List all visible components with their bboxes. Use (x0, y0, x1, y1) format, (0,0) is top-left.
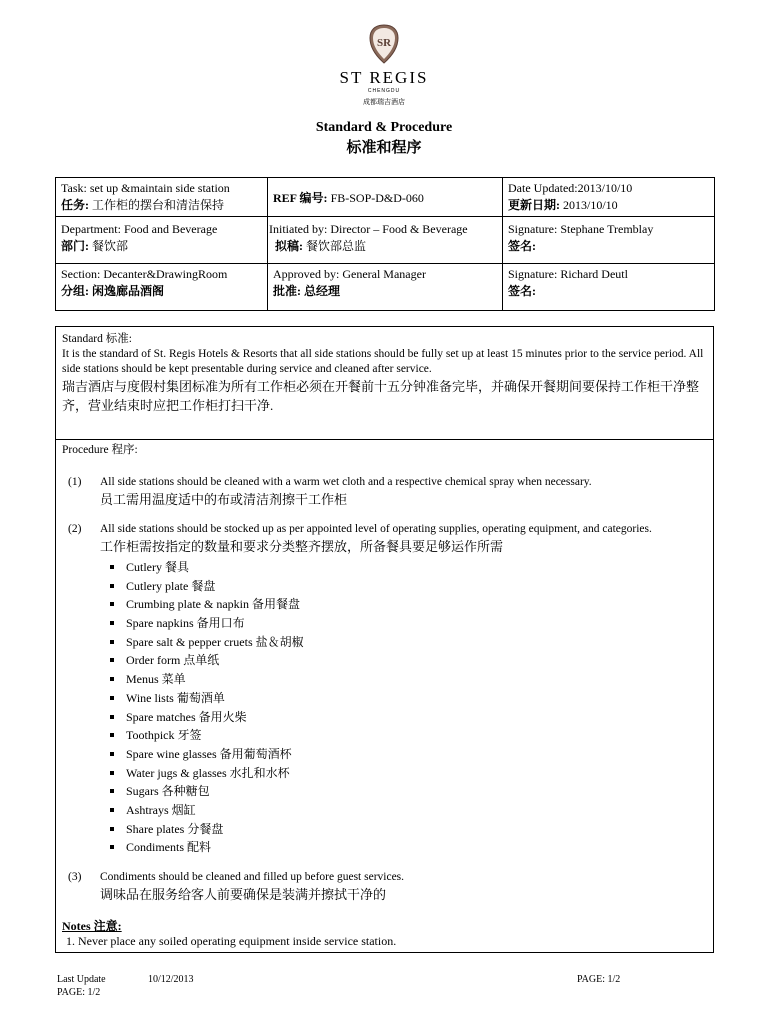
bullet-icon (110, 658, 114, 662)
section-cn-line (61, 283, 262, 300)
supply-text: Spare matches 备用火柴 (126, 709, 247, 724)
procedure-body (55, 326, 714, 953)
standard-text-cn: 瑞吉酒店与度假村集团标准为所有工作柜必须在开餐前十五分钟准备完毕，并确保开餐期间要保持工作柜干净整齐，营业结束时应把工作柜打扫干净. (62, 379, 700, 413)
date-en: Date Updated:2013/10/10 (508, 181, 633, 195)
bullet-icon (110, 715, 114, 719)
bullet-icon (110, 771, 114, 775)
document-title (0, 120, 768, 158)
task-en: Task: set up &maintain side station (61, 181, 230, 195)
supply-text: Share plates 分餐盘 (126, 821, 224, 836)
department-cn: 餐饮部 (89, 239, 129, 253)
list-item (100, 782, 705, 801)
brand-city: CHENGDU (367, 88, 401, 94)
date-cn-line (508, 197, 709, 214)
task-cn-label: 任务: (61, 198, 89, 212)
brand-subtitle-cn: 成都瑞吉酒店 (363, 98, 405, 106)
supply-text: Ashtrays 烟缸 (126, 802, 196, 817)
bullet-icon (110, 827, 114, 831)
bullet-icon (110, 789, 114, 793)
bullet-icon (110, 621, 114, 625)
initiated-cn-line (269, 238, 497, 255)
step-text-cn: 员工需用温度适中的布或清洁剂擦干工作柜 (100, 492, 348, 507)
supply-text: Menus 菜单 (126, 672, 186, 687)
supply-text: Order form 点单纸 (126, 653, 220, 668)
st-regis-crest-icon (367, 24, 401, 64)
page-number-right: PAGE: 1/2 (577, 974, 621, 985)
department-cell (56, 217, 268, 264)
supply-text: Spare wine glasses 备用葡萄酒杯 (126, 746, 292, 761)
list-item (100, 558, 705, 577)
supply-text: Sugars 各种糖包 (126, 784, 210, 799)
crest-letters: SR (376, 37, 392, 49)
list-item (100, 651, 705, 670)
step-text-en: All side stations should be cleaned with a warm wet cloth and a respective chemical spray when necessary. (100, 476, 592, 488)
signature1-en: Signature: Stephane Tremblay (508, 222, 654, 236)
section-cn: 闲逸廊品酒阁 (89, 284, 165, 298)
bullet-icon (110, 640, 114, 644)
step-number: (3) (68, 871, 82, 883)
title-english: Standard & Procedure (315, 120, 453, 135)
bullet-icon (110, 845, 114, 849)
notes-title: Notes 注意: (62, 919, 122, 933)
bullet-icon (110, 808, 114, 812)
section-cn-label: 分组: (61, 284, 89, 298)
step-text-cn: 工作柜需按指定的数量和要求分类整齐摆放，所备餐具要足够运作所需 (100, 539, 504, 554)
bullet-icon (110, 677, 114, 681)
date-cn-label: 更新日期: (508, 198, 560, 212)
step-number: (1) (68, 476, 82, 488)
step-text-cn: 调味品在服务给客人前要确保是装满并擦拭干净的 (100, 887, 387, 902)
ref-cell (268, 178, 503, 217)
header-row-task (56, 178, 715, 217)
procedure-section (62, 443, 705, 904)
list-item (100, 689, 705, 708)
ref-label: REF 编号: (273, 190, 328, 205)
notes-section (62, 919, 705, 949)
supply-text: Crumbing plate & napkin 备用餐盘 (126, 597, 300, 612)
department-en: Department: Food and Beverage (61, 222, 218, 236)
task-cell (56, 178, 268, 217)
brand-name: ST REGIS (339, 68, 429, 87)
list-item (100, 577, 705, 596)
bullet-icon (110, 733, 114, 737)
last-update-label: Last Update (57, 974, 106, 985)
section-cell (56, 264, 268, 311)
step-number: (2) (68, 523, 82, 535)
approved-cell (268, 264, 503, 311)
procedure-step-1 (62, 475, 705, 509)
section-divider (56, 439, 713, 440)
last-update-date: 10/12/2013 (148, 974, 194, 985)
supply-text: Spare salt & pepper cruets 盐＆胡椒 (126, 634, 304, 649)
list-item (100, 801, 705, 820)
approved-en: Approved by: General Manager (273, 267, 426, 281)
procedure-step-2 (62, 522, 705, 857)
standard-text-en: It is the standard of St. Regis Hotels & Resorts that all side stations should be fully set up at least 15 minutes prior to the service period. All side stations should be kept presentable during service and cleaned after service. (62, 348, 704, 375)
list-item (100, 633, 705, 652)
task-cn-line (61, 197, 262, 214)
approved-cn: 总经理 (301, 284, 341, 298)
list-item (100, 614, 705, 633)
supply-text: Spare napkins 备用口布 (126, 616, 245, 631)
list-item (100, 820, 705, 839)
supply-text: Wine lists 葡萄酒单 (126, 690, 225, 705)
task-cn: 工作柜的摆台和清洁保持 (89, 198, 225, 212)
list-item (100, 745, 705, 764)
date-cell (503, 178, 715, 217)
bullet-icon (110, 696, 114, 700)
standard-title: Standard 标准: (62, 333, 132, 345)
initiated-cn: 餐饮部总监 (303, 239, 367, 253)
signature1-cell (503, 217, 715, 264)
ref-value: FB-SOP-D&D-060 (327, 190, 424, 205)
list-item (100, 595, 705, 614)
bullet-icon (110, 584, 114, 588)
signature2-en: Signature: Richard Deutl (508, 267, 628, 281)
signature2-cn-label: 签名: (508, 284, 536, 298)
signature2-cell (503, 264, 715, 311)
initiated-en: Initiated by: Director – Food & Beverage (269, 222, 468, 236)
list-item (100, 764, 705, 783)
hotel-logo (0, 24, 768, 108)
bullet-icon (110, 565, 114, 569)
supply-text: Water jugs & glasses 水扎和水杯 (126, 765, 290, 780)
supply-text: Condiments 配料 (126, 840, 212, 855)
supply-text: Cutlery plate 餐盘 (126, 578, 216, 593)
supply-text: Toothpick 牙签 (126, 728, 202, 743)
page-number-left: PAGE: 1/2 (57, 987, 101, 998)
approved-cn-line (273, 283, 497, 300)
bullet-icon (110, 752, 114, 756)
department-cn-line (61, 238, 262, 255)
initiated-cn-label: 拟稿: (275, 239, 303, 253)
supply-text: Cutlery 餐具 (126, 560, 189, 574)
supplies-list (100, 558, 705, 857)
approved-cn-label: 批准: (273, 284, 301, 298)
list-item (100, 670, 705, 689)
bullet-icon (110, 602, 114, 606)
header-row-department (56, 217, 715, 264)
procedure-step-3 (62, 870, 705, 904)
list-item (100, 726, 705, 745)
step-text-en: All side stations should be stocked up as per appointed level of operating supplies, operating equipment, and categories. (100, 523, 652, 535)
signature1-cn-label: 签名: (508, 239, 536, 253)
standard-section (62, 332, 705, 415)
notes-item-1: 1. Never place any soiled operating equipment inside service station. (66, 934, 397, 948)
header-table (55, 177, 715, 311)
list-item (100, 708, 705, 727)
procedure-title: Procedure 程序: (62, 444, 138, 456)
section-en: Section: Decanter&DrawingRoom (61, 267, 228, 281)
list-item (100, 838, 705, 857)
header-row-section (56, 264, 715, 311)
initiated-cell (268, 217, 503, 264)
title-chinese: 标准和程序 (346, 140, 422, 156)
date-cn: 2013/10/10 (560, 198, 618, 212)
step-text-en: Condiments should be cleaned and filled up before guest services. (100, 871, 405, 883)
department-cn-label: 部门: (61, 239, 89, 253)
